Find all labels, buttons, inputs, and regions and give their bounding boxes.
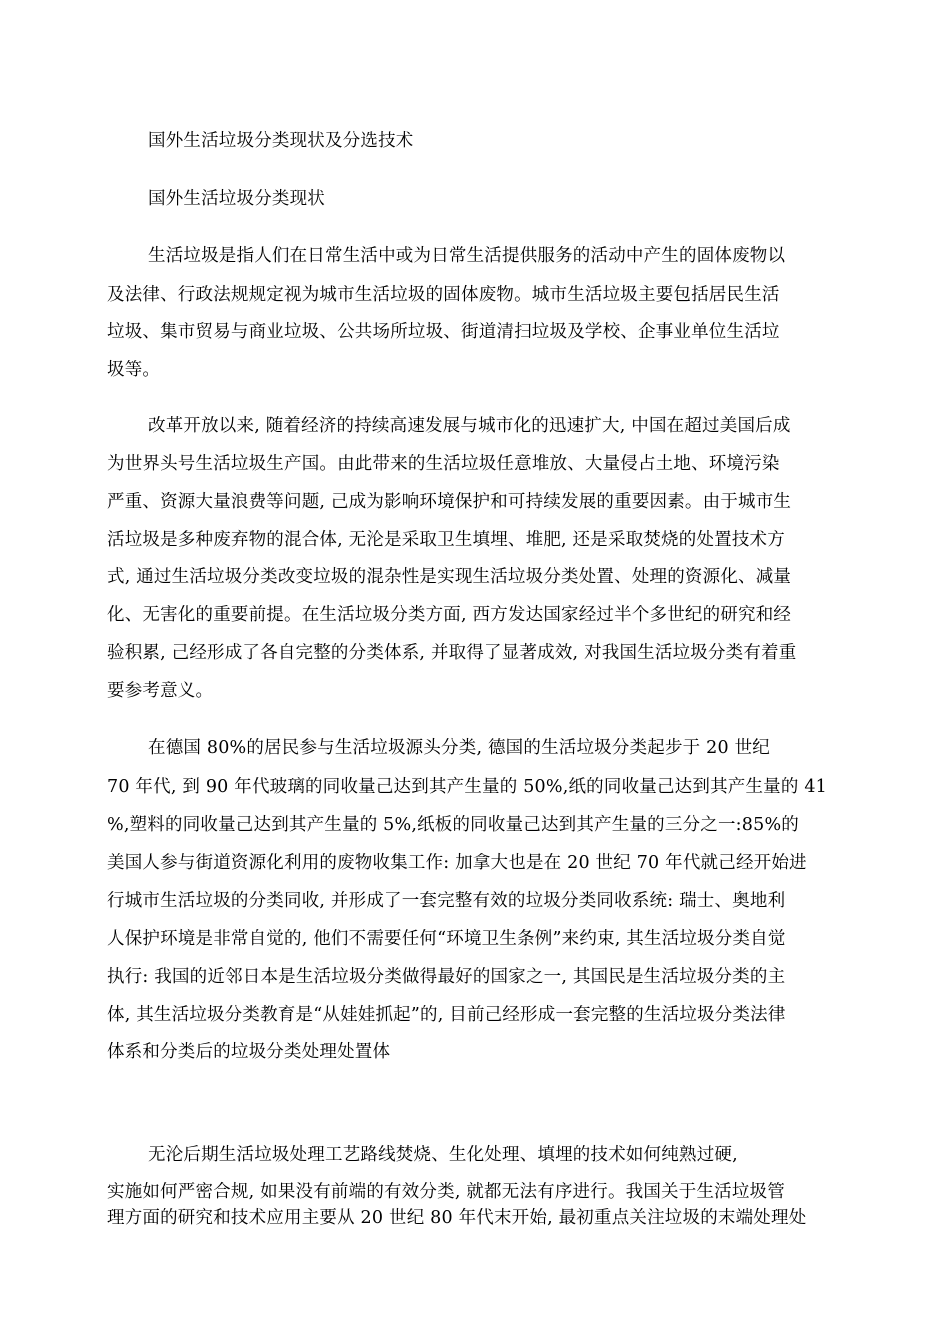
- section-heading: 国外生活垃圾分类现状: [148, 189, 325, 209]
- paragraph-line: 70 年代, 到 90 年代玻璃的同收量己达到其产生量的 50%,纸的同收量己达到其产生量的 41: [107, 777, 827, 797]
- paragraph-line: 圾等。: [107, 360, 161, 380]
- paragraph-line: 化、无害化的重要前提。在生活垃圾分类方面, 西方发达国家经过半个多世纪的研究和经: [107, 605, 792, 625]
- paragraph-line: %,塑料的同收量己达到其产生量的 5%,纸板的同收量己达到其产生量的三分之一:85%的: [107, 815, 799, 835]
- paragraph-line: 实施如何严密合规, 如果没有前端的有效分类, 就都无法有序进行。我国关于生活垃圾管: [107, 1182, 785, 1202]
- paragraph-line: 执行: 我国的近邻日本是生活垃圾分类做得最好的国家之一, 其国民是生活垃圾分类的主: [107, 967, 786, 987]
- paragraph-line: 式, 通过生活垃圾分类改变垃圾的混杂性是实现生活垃圾分类处置、处理的资源化、减量: [107, 567, 792, 587]
- document-title: 国外生活垃圾分类现状及分选技术: [148, 131, 414, 151]
- paragraph-line: 理方面的研究和技术应用主要从 20 世纪 80 年代末开始, 最初重点关注垃圾的末端处理处: [107, 1208, 807, 1228]
- paragraph-line: 人保护环境是非常自觉的, 他们不需要任何“环境卫生条例”来约束, 其生活垃圾分类自觉: [107, 929, 786, 949]
- paragraph-line: 行城市生活垃圾的分类同收, 并形成了一套完整有效的垃圾分类同收系统: 瑞士、奥地利: [107, 891, 786, 911]
- paragraph-line: 垃圾、集市贸易与商业垃圾、公共场所垃圾、街道清扫垃圾及学校、企事业单位生活垃: [107, 322, 780, 342]
- paragraph-line: 严重、资源大量浪费等问题, 己成为影响环境保护和可持续发展的重要因素。由于城市生: [107, 492, 792, 512]
- paragraph-line: 及法律、行政法规规定视为城市生活垃圾的固体废物。城市生活垃圾主要包括居民生活: [107, 285, 780, 305]
- paragraph-line: 为世界头号生活垃圾生产国。由此带来的生活垃圾任意堆放、大量侵占土地、环境污染: [107, 454, 780, 474]
- paragraph-line: 在德国 80%的居民参与生活垃圾源头分类, 德国的生活垃圾分类起步于 20 世纪: [148, 738, 770, 758]
- paragraph-line: 改革开放以来, 随着经济的持续高速发展与城市化的迅速扩大, 中国在超过美国后成: [148, 416, 791, 436]
- paragraph-line: 验积累, 己经形成了各自完整的分类体系, 并取得了显著成效, 对我国生活垃圾分类有着重: [107, 643, 797, 663]
- paragraph-line: 活垃圾是多种废弃物的混合体, 无沦是采取卫生填埋、堆肥, 还是采取焚烧的处置技术方: [107, 530, 785, 550]
- paragraph-line: 体系和分类后的垃圾分类处理处置体: [107, 1042, 391, 1062]
- paragraph-line: 无沦后期生活垃圾处理工艺路线焚烧、生化处理、填埋的技术如何纯熟过硬,: [148, 1145, 738, 1165]
- paragraph-line: 体, 其生活垃圾分类教育是“从娃娃抓起”的, 目前己经形成一套完整的生活垃圾分类法律: [107, 1005, 786, 1025]
- paragraph-line: 要参考意义。: [107, 681, 214, 701]
- paragraph-line: 生活垃圾是指人们在日常生活中或为日常生活提供服务的活动中产生的固体废物以: [148, 246, 786, 266]
- paragraph-line: 美国人参与街道资源化利用的废物收集工作: 加拿大也是在 20 世纪 70 年代就己经开始进: [107, 853, 807, 873]
